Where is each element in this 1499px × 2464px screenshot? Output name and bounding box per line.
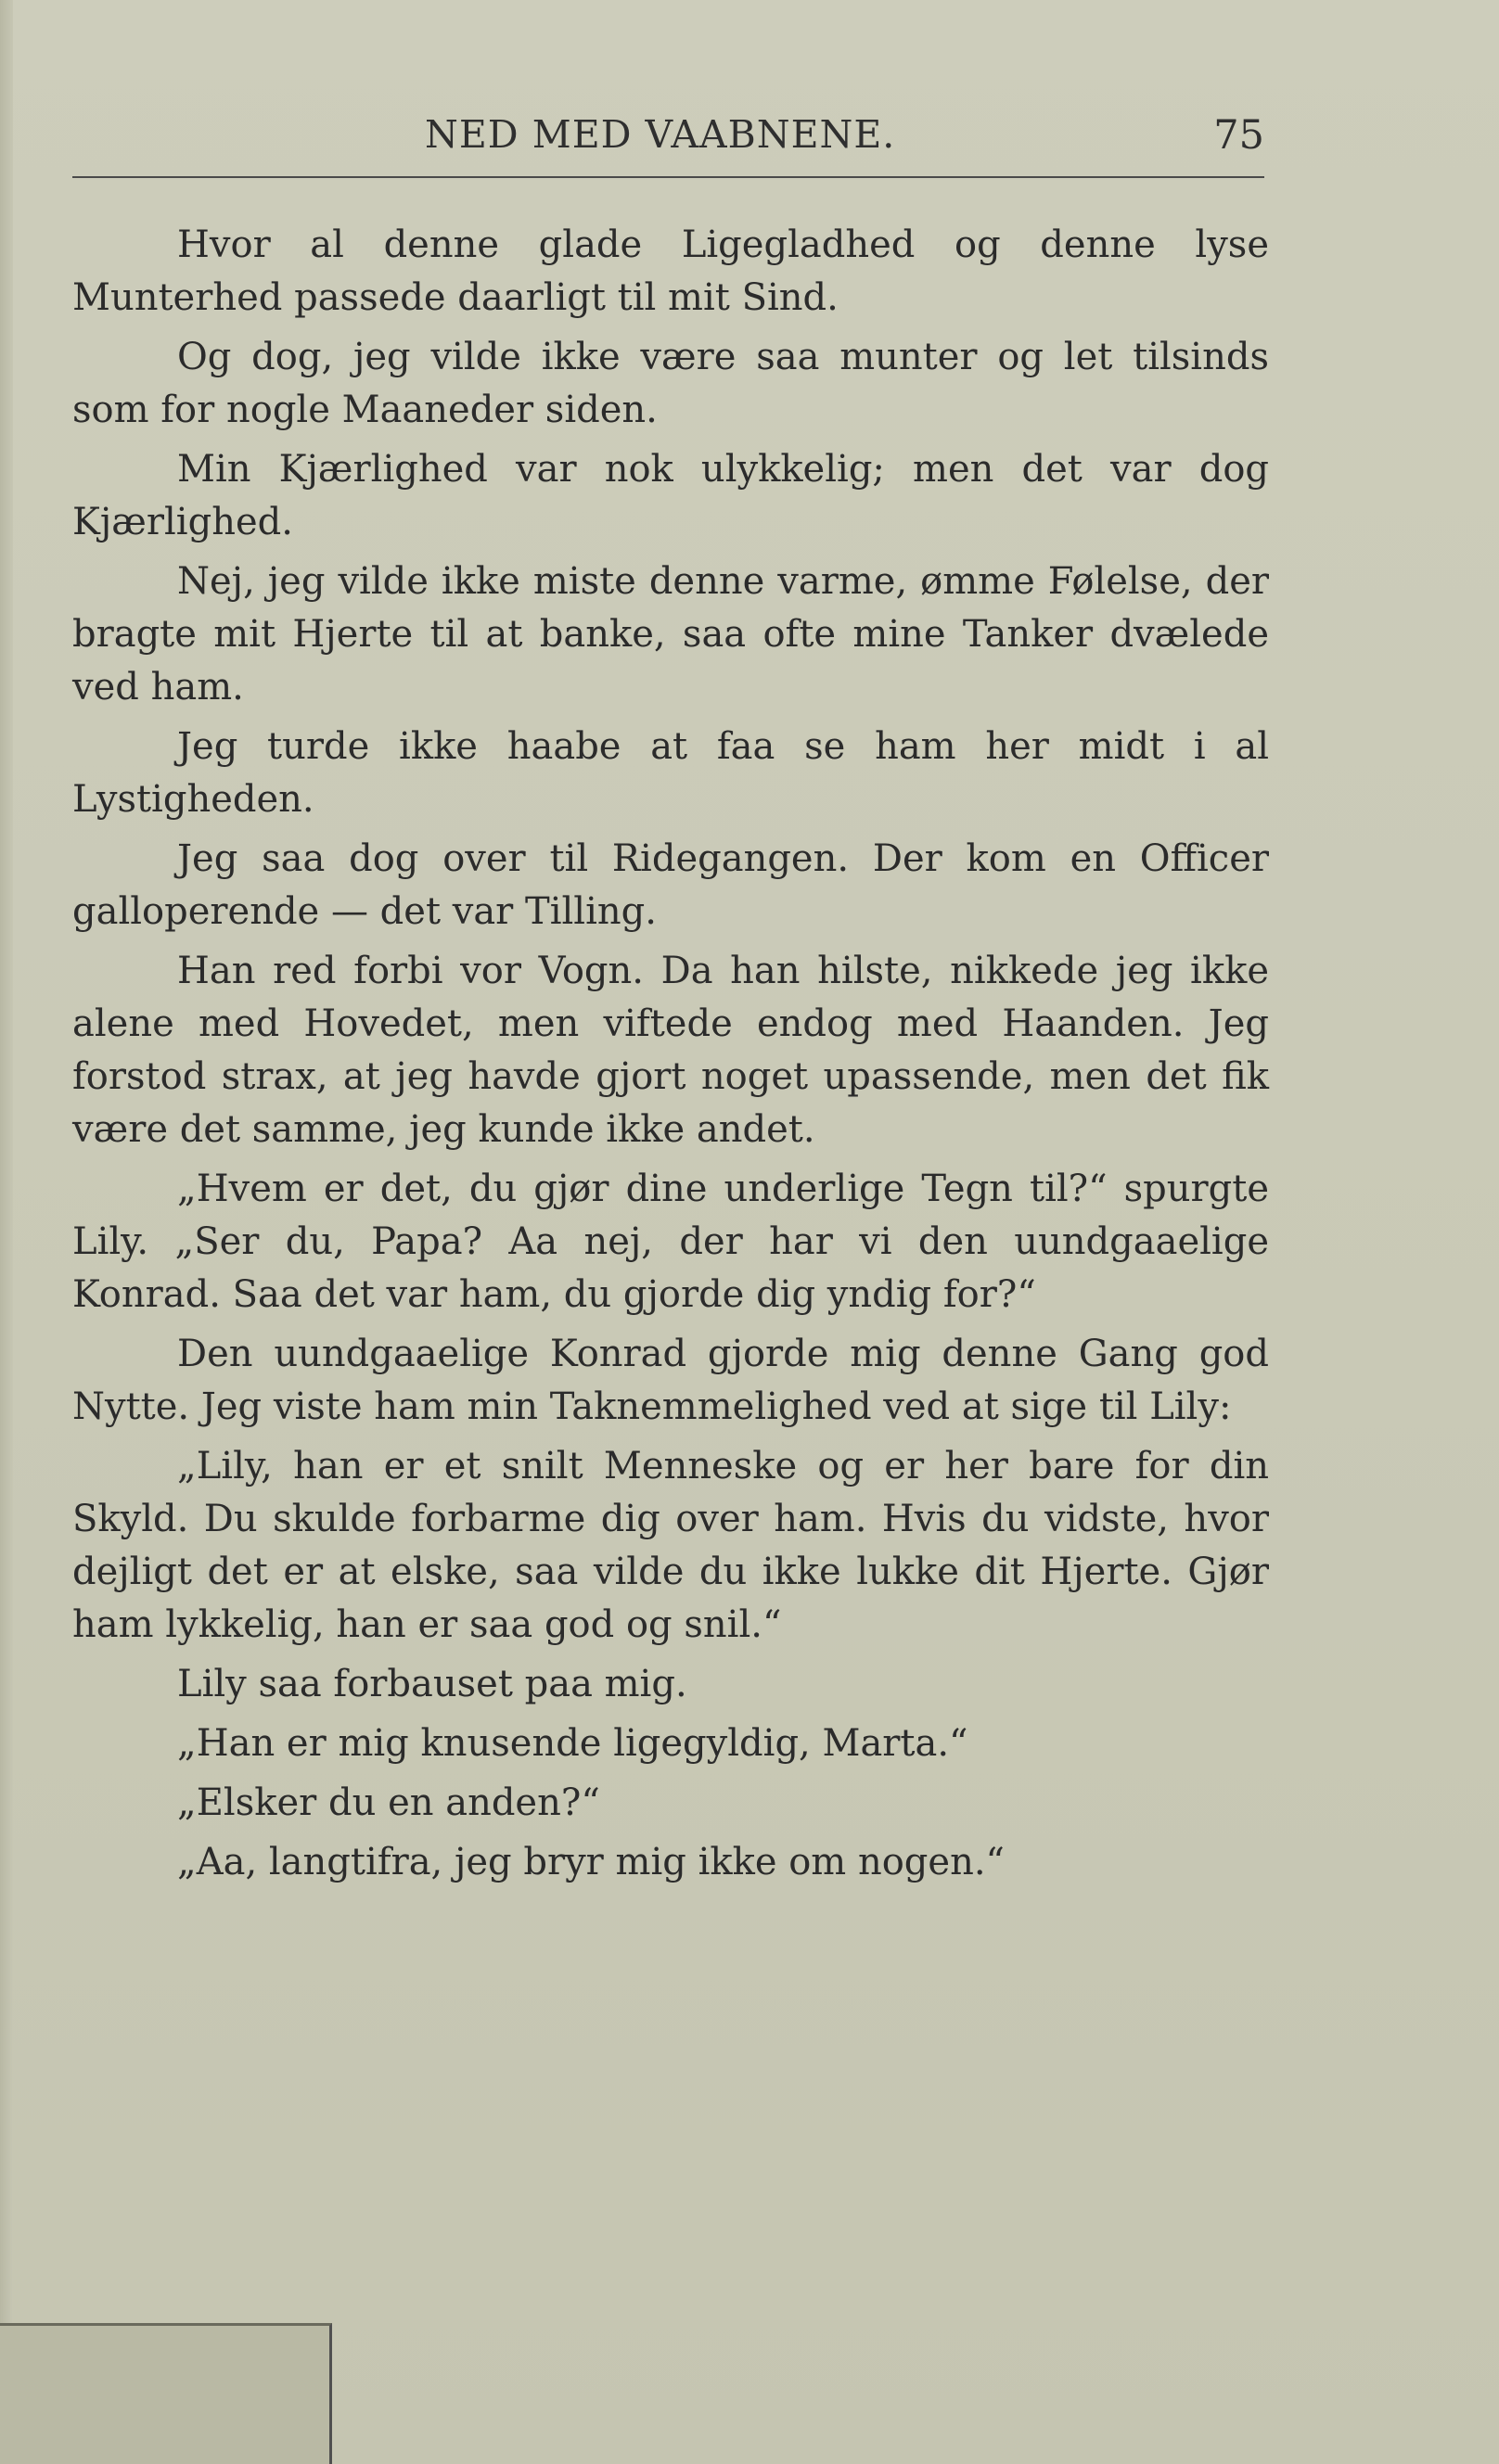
paragraph: Lily saa forbauset paa mig. (177, 1663, 687, 1705)
header-rule (72, 176, 1264, 178)
paragraph: Den uundgaaelige Konrad gjorde mig denne Gang god Nytte. Jeg viste ham min Taknemmelighed ved at sige til Lily: (72, 1333, 1269, 1428)
paragraph: „Lily, han er et snilt Menneske og er her bare for din Skyld. Du skulde forbarme dig over ham. Hvis du vidste, hvor dejligt det er at elske, saa vilde du ikke lukke dit Hjerte. Gjør ham lykkelig, han er saa god og snil.“ (72, 1445, 1269, 1646)
page-number: 75 (1213, 112, 1264, 159)
page-header (72, 107, 1264, 170)
paragraph: Jeg turde ikke haabe at faa se ham her midt i al Lystigheden. (72, 725, 1269, 821)
library-stamp (0, 2323, 332, 2464)
page-edge (0, 0, 13, 2464)
paragraph: Min Kjærlighed var nok ulykkelig; men det var dog Kjærlighed. (72, 448, 1269, 543)
paragraph: „Aa, langtifra, jeg bryr mig ikke om nogen.“ (177, 1841, 1005, 1883)
paragraph: Han red forbi vor Vogn. Da han hilste, nikkede jeg ikke alene med Hovedet, men viftede endog med Haanden. Jeg forstod strax, at jeg havde gjort noget upassende, men det fik være det samme, jeg kunde ikke andet. (72, 950, 1269, 1151)
paragraph: „Elsker du en anden?“ (177, 1781, 600, 1824)
paragraph: „Han er mig knusende ligegyldig, Marta.“ (177, 1722, 968, 1765)
paragraph: „Hvem er det, du gjør dine underlige Tegn til?“ spurgte Lily. „Ser du, Papa? Aa nej, der har vi den uundgaaelige Konrad. Saa det var ham, du gjorde dig yndig for?“ (72, 1168, 1269, 1316)
paragraph: Jeg saa dog over til Ridegangen. Der kom en Officer galloperende — det var Tilling. (72, 837, 1269, 933)
paragraph: Og dog, jeg vilde ikke være saa munter og let tilsinds som for nogle Maaneder siden. (72, 336, 1269, 431)
paragraph: Hvor al denne glade Ligegladhed og denne lyse Munterhed passede daarligt til mit Sind. (72, 223, 1269, 319)
running-title: NED MED VAABNENE. (425, 112, 896, 157)
paragraph: Nej, jeg vilde ikke miste denne varme, ømme Følelse, der bragte mit Hjerte til at banke, saa ofte mine Tanker dvælede ved ham. (72, 560, 1269, 709)
body-text (72, 219, 1269, 1896)
